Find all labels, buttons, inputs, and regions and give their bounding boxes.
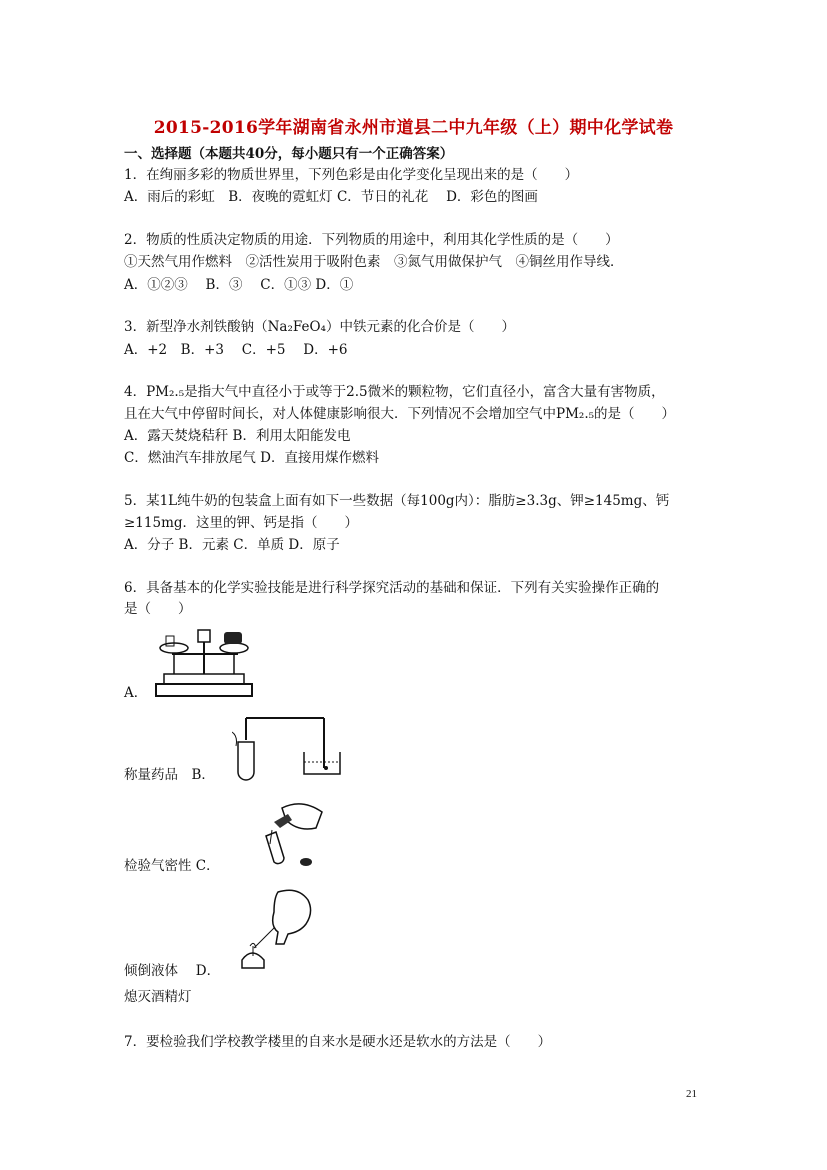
question-5-stem-line2: ≥115mg．这里的钾、钙是指（ ） — [124, 515, 359, 531]
question-4-stem-line2: 且在大气中停留时间长，对人体健康影响很大．下列情况不会增加空气中PM₂.₅的是（ ） — [124, 406, 676, 422]
section-heading: 一、选择题（本题共40分，每小题只有一个正确答案） — [124, 146, 454, 162]
question-7-stem: 7．要检验我们学校教学楼里的自来水是硬水还是软水的方法是（ ） — [124, 1034, 552, 1050]
option-a-text: 称量药品 B． — [124, 767, 215, 783]
question-1-options: A．雨后的彩虹 B．夜晚的霓虹灯 C．节日的礼花 D．彩色的图画 — [124, 189, 538, 205]
page-number: 21 — [686, 1088, 697, 1100]
question-4-stem-line1: 4．PM₂.₅是指大气中直径小于或等于2.5微米的颗粒物，它们直径小，富含大量有害物质， — [124, 384, 665, 400]
pouring-liquid-figure — [252, 796, 332, 868]
option-b-text: 检验气密性 C． — [124, 858, 220, 874]
question-4-options-line2: C．燃油汽车排放尾气 D．直接用煤作燃料 — [124, 450, 379, 466]
option-d-text: 熄灭酒精灯 — [124, 989, 192, 1005]
exam-title: 2015-2016学年湖南省永州市道县二中九年级（上）期中化学试卷 — [153, 118, 674, 138]
option-c-text: 倾倒液体 D． — [124, 963, 221, 979]
question-6-stem-line1: 6．具备基本的化学实验技能是进行科学探究活动的基础和保证．下列有关实验操作正确的 — [124, 580, 660, 596]
airtightness-check-figure — [232, 712, 342, 782]
question-6-stem-line2: 是（ ） — [124, 601, 192, 617]
question-3-options: A．+2 B．+3 C．+5 D．+6 — [124, 342, 348, 358]
balance-scale-figure — [152, 624, 256, 700]
question-5-options: A．分子 B．元素 C．单质 D．原子 — [124, 537, 340, 553]
alcohol-lamp-figure — [234, 884, 324, 974]
question-2-items: ①天然气用作燃料 ②活性炭用于吸附色素 ③氮气用做保护气 ④铜丝用作导线． — [124, 254, 624, 270]
question-1-stem: 1．在绚丽多彩的物质世界里，下列色彩是由化学变化呈现出来的是（ ） — [124, 167, 579, 183]
question-2-stem: 2．物质的性质决定物质的用途．下列物质的用途中，利用其化学性质的是（ ） — [124, 232, 619, 248]
question-4-options-line1: A．露天焚烧秸秆 B．利用太阳能发电 — [124, 428, 351, 444]
question-5-stem-line1: 5．某1L纯牛奶的包装盒上面有如下一些数据（每100g内）：脂肪≥3.3g、钾≥145mg、钙 — [124, 493, 670, 509]
question-3-stem: 3．新型净水剂铁酸钠（Na₂FeO₄）中铁元素的化合价是（ ） — [124, 319, 515, 335]
option-a-label: A． — [124, 685, 148, 701]
question-2-options: A．①②③ B．③ C．①③ D．① — [124, 277, 354, 293]
